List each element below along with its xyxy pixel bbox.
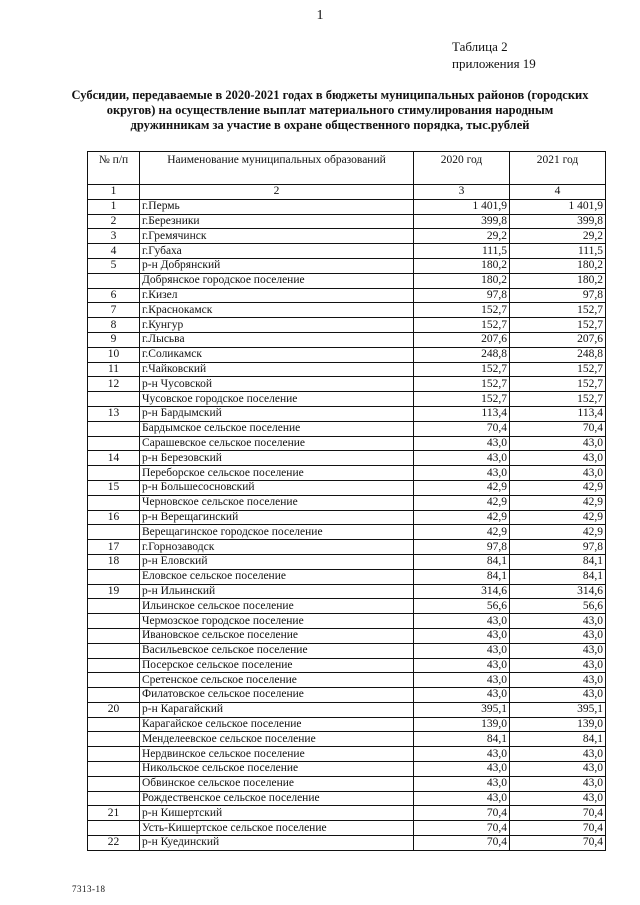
subsidies-table xyxy=(87,151,606,851)
table-row xyxy=(88,214,606,229)
cell-name: Обвинское сельское поселение xyxy=(140,776,414,791)
cell-number: 20 xyxy=(88,702,140,717)
cell-name: Васильевское сельское поселение xyxy=(140,643,414,658)
table-row xyxy=(88,806,606,821)
cell-2020: 111,5 xyxy=(414,244,510,259)
table-row xyxy=(88,643,606,658)
cell-number: 15 xyxy=(88,480,140,495)
table-row xyxy=(88,673,606,688)
cell-2020: 43,0 xyxy=(414,451,510,466)
cell-name: Сарашевское сельское поселение xyxy=(140,436,414,451)
cell-2020: 42,9 xyxy=(414,480,510,495)
cell-name: р-н Куединский xyxy=(140,836,414,851)
cell-name: г.Горнозаводск xyxy=(140,540,414,555)
cell-2020: 43,0 xyxy=(414,628,510,643)
cell-name: Рождественское сельское поселение xyxy=(140,791,414,806)
cell-name: Бардымское сельское поселение xyxy=(140,421,414,436)
header-2021: 2021 год xyxy=(510,152,606,185)
cell-2020: 43,0 xyxy=(414,791,510,806)
cell-2021: 43,0 xyxy=(510,762,606,777)
cell-number xyxy=(88,776,140,791)
cell-2021: 43,0 xyxy=(510,436,606,451)
table-row xyxy=(88,747,606,762)
cell-2020: 399,8 xyxy=(414,214,510,229)
cell-number: 1 xyxy=(88,199,140,214)
cell-number xyxy=(88,392,140,407)
table-row xyxy=(88,688,606,703)
cell-number xyxy=(88,658,140,673)
column-number: 4 xyxy=(510,185,606,200)
table-row xyxy=(88,392,606,407)
table-row xyxy=(88,377,606,392)
cell-2021: 152,7 xyxy=(510,377,606,392)
header-2020: 2020 год xyxy=(414,152,510,185)
cell-2021: 139,0 xyxy=(510,717,606,732)
cell-2021: 70,4 xyxy=(510,806,606,821)
cell-name: Верещагинское городское поселение xyxy=(140,525,414,540)
table-row xyxy=(88,791,606,806)
cell-2021: 113,4 xyxy=(510,406,606,421)
cell-2021: 42,9 xyxy=(510,510,606,525)
cell-2020: 314,6 xyxy=(414,584,510,599)
cell-number xyxy=(88,421,140,436)
table-reference xyxy=(452,38,536,72)
cell-name: г.Лысьва xyxy=(140,332,414,347)
table-row xyxy=(88,451,606,466)
cell-name: г.Березники xyxy=(140,214,414,229)
cell-name: Посерское сельское поселение xyxy=(140,658,414,673)
table-row xyxy=(88,288,606,303)
cell-2021: 43,0 xyxy=(510,791,606,806)
cell-2021: 43,0 xyxy=(510,466,606,481)
cell-number: 5 xyxy=(88,258,140,273)
cell-name: р-н Еловский xyxy=(140,554,414,569)
cell-2020: 97,8 xyxy=(414,288,510,303)
footer-code: 7313-18 xyxy=(72,884,106,894)
table-row xyxy=(88,466,606,481)
cell-2021: 399,8 xyxy=(510,214,606,229)
cell-number xyxy=(88,762,140,777)
column-number: 2 xyxy=(140,185,414,200)
table-row xyxy=(88,658,606,673)
cell-2020: 180,2 xyxy=(414,258,510,273)
cell-2021: 314,6 xyxy=(510,584,606,599)
cell-number xyxy=(88,717,140,732)
cell-name: Добрянское городское поселение xyxy=(140,273,414,288)
cell-2021: 42,9 xyxy=(510,480,606,495)
cell-2020: 84,1 xyxy=(414,554,510,569)
cell-number: 11 xyxy=(88,362,140,377)
cell-name: Сретенское сельское поселение xyxy=(140,673,414,688)
cell-number: 3 xyxy=(88,229,140,244)
cell-number: 16 xyxy=(88,510,140,525)
cell-2021: 43,0 xyxy=(510,628,606,643)
cell-2021: 43,0 xyxy=(510,658,606,673)
column-number: 1 xyxy=(88,185,140,200)
cell-2021: 84,1 xyxy=(510,569,606,584)
table-row xyxy=(88,303,606,318)
cell-2021: 43,0 xyxy=(510,776,606,791)
cell-2021: 29,2 xyxy=(510,229,606,244)
cell-number: 6 xyxy=(88,288,140,303)
cell-number xyxy=(88,466,140,481)
cell-2020: 56,6 xyxy=(414,599,510,614)
cell-2021: 43,0 xyxy=(510,451,606,466)
cell-number: 17 xyxy=(88,540,140,555)
cell-2021: 43,0 xyxy=(510,747,606,762)
column-number: 3 xyxy=(414,185,510,200)
cell-2020: 248,8 xyxy=(414,347,510,362)
table-body xyxy=(88,199,606,850)
table-row xyxy=(88,318,606,333)
table-row xyxy=(88,717,606,732)
cell-2021: 97,8 xyxy=(510,288,606,303)
cell-2020: 152,7 xyxy=(414,318,510,333)
cell-2021: 111,5 xyxy=(510,244,606,259)
cell-2020: 43,0 xyxy=(414,776,510,791)
cell-2020: 70,4 xyxy=(414,806,510,821)
cell-2020: 43,0 xyxy=(414,747,510,762)
cell-number xyxy=(88,628,140,643)
table-row xyxy=(88,510,606,525)
table-row xyxy=(88,421,606,436)
cell-name: Менделеевское сельское поселение xyxy=(140,732,414,747)
cell-name: Еловское сельское поселение xyxy=(140,569,414,584)
table-row xyxy=(88,258,606,273)
cell-name: г.Пермь xyxy=(140,199,414,214)
cell-number xyxy=(88,643,140,658)
cell-number: 10 xyxy=(88,347,140,362)
cell-2020: 43,0 xyxy=(414,688,510,703)
cell-2020: 43,0 xyxy=(414,658,510,673)
table-row xyxy=(88,732,606,747)
cell-2021: 43,0 xyxy=(510,643,606,658)
table-row xyxy=(88,628,606,643)
cell-2021: 152,7 xyxy=(510,303,606,318)
cell-number: 12 xyxy=(88,377,140,392)
cell-number xyxy=(88,525,140,540)
cell-name: г.Кунгур xyxy=(140,318,414,333)
cell-2021: 207,6 xyxy=(510,332,606,347)
cell-2020: 180,2 xyxy=(414,273,510,288)
table-row xyxy=(88,495,606,510)
cell-2021: 84,1 xyxy=(510,554,606,569)
cell-2021: 248,8 xyxy=(510,347,606,362)
cell-2021: 43,0 xyxy=(510,688,606,703)
cell-name: Чусовское городское поселение xyxy=(140,392,414,407)
cell-2020: 84,1 xyxy=(414,569,510,584)
cell-name: г.Чайковский xyxy=(140,362,414,377)
table-row xyxy=(88,762,606,777)
cell-2021: 152,7 xyxy=(510,362,606,377)
cell-2020: 152,7 xyxy=(414,362,510,377)
table-ref-line1: Таблица 2 xyxy=(452,39,508,54)
cell-2021: 70,4 xyxy=(510,821,606,836)
cell-2020: 43,0 xyxy=(414,762,510,777)
cell-2020: 43,0 xyxy=(414,643,510,658)
cell-2020: 42,9 xyxy=(414,495,510,510)
cell-2021: 180,2 xyxy=(510,258,606,273)
cell-name: г.Соликамск xyxy=(140,347,414,362)
cell-name: р-н Кишертский xyxy=(140,806,414,821)
cell-number xyxy=(88,791,140,806)
cell-name: Усть-Кишертское сельское поселение xyxy=(140,821,414,836)
header-name: Наименование муниципальных образований xyxy=(140,152,414,185)
table-row xyxy=(88,554,606,569)
cell-number xyxy=(88,614,140,629)
cell-2020: 29,2 xyxy=(414,229,510,244)
table-row xyxy=(88,273,606,288)
cell-2020: 113,4 xyxy=(414,406,510,421)
table-row xyxy=(88,540,606,555)
cell-number: 19 xyxy=(88,584,140,599)
cell-2020: 152,7 xyxy=(414,377,510,392)
cell-name: Карагайское сельское поселение xyxy=(140,717,414,732)
cell-2020: 70,4 xyxy=(414,836,510,851)
cell-name: р-н Карагайский xyxy=(140,702,414,717)
cell-2021: 43,0 xyxy=(510,673,606,688)
column-numbers-row xyxy=(88,185,606,200)
cell-2020: 43,0 xyxy=(414,673,510,688)
cell-number xyxy=(88,673,140,688)
table-row xyxy=(88,836,606,851)
cell-name: Черновское сельское поселение xyxy=(140,495,414,510)
cell-2020: 152,7 xyxy=(414,392,510,407)
table-header-row xyxy=(88,152,606,185)
cell-name: г.Кизел xyxy=(140,288,414,303)
cell-2020: 139,0 xyxy=(414,717,510,732)
table-row xyxy=(88,776,606,791)
cell-number: 22 xyxy=(88,836,140,851)
cell-name: Ивановское сельское поселение xyxy=(140,628,414,643)
table-row xyxy=(88,436,606,451)
cell-2020: 152,7 xyxy=(414,303,510,318)
table-row xyxy=(88,362,606,377)
cell-name: Нердвинское сельское поселение xyxy=(140,747,414,762)
cell-name: г.Краснокамск xyxy=(140,303,414,318)
header-no: № п/п xyxy=(88,152,140,185)
cell-name: г.Гремячинск xyxy=(140,229,414,244)
cell-name: р-н Ильинский xyxy=(140,584,414,599)
cell-number: 18 xyxy=(88,554,140,569)
cell-2021: 70,4 xyxy=(510,836,606,851)
cell-number: 4 xyxy=(88,244,140,259)
cell-name: р-н Добрянский xyxy=(140,258,414,273)
cell-2020: 70,4 xyxy=(414,821,510,836)
table-row xyxy=(88,569,606,584)
cell-number: 21 xyxy=(88,806,140,821)
cell-number: 8 xyxy=(88,318,140,333)
table-row xyxy=(88,599,606,614)
cell-2021: 56,6 xyxy=(510,599,606,614)
cell-name: Филатовское сельское поселение xyxy=(140,688,414,703)
cell-2021: 70,4 xyxy=(510,421,606,436)
cell-name: р-н Большесосновский xyxy=(140,480,414,495)
cell-name: р-н Верещагинский xyxy=(140,510,414,525)
table-row xyxy=(88,821,606,836)
cell-number: 9 xyxy=(88,332,140,347)
cell-2020: 395,1 xyxy=(414,702,510,717)
table-row xyxy=(88,702,606,717)
cell-name: р-н Березовский xyxy=(140,451,414,466)
table-ref-line2: приложения 19 xyxy=(452,56,536,71)
cell-2021: 42,9 xyxy=(510,495,606,510)
table-row xyxy=(88,229,606,244)
cell-name: г.Губаха xyxy=(140,244,414,259)
cell-2020: 207,6 xyxy=(414,332,510,347)
cell-name: р-н Чусовской xyxy=(140,377,414,392)
table-row xyxy=(88,406,606,421)
cell-2020: 42,9 xyxy=(414,525,510,540)
cell-name: Чермозское городское поселение xyxy=(140,614,414,629)
cell-2020: 70,4 xyxy=(414,421,510,436)
page-number: 1 xyxy=(316,8,324,23)
cell-2021: 152,7 xyxy=(510,392,606,407)
cell-number xyxy=(88,569,140,584)
cell-number: 13 xyxy=(88,406,140,421)
table-row xyxy=(88,584,606,599)
cell-2020: 43,0 xyxy=(414,466,510,481)
cell-2020: 43,0 xyxy=(414,436,510,451)
cell-number xyxy=(88,495,140,510)
cell-number xyxy=(88,821,140,836)
table-row xyxy=(88,332,606,347)
cell-2021: 1 401,9 xyxy=(510,199,606,214)
cell-2020: 42,9 xyxy=(414,510,510,525)
cell-number xyxy=(88,436,140,451)
cell-number: 14 xyxy=(88,451,140,466)
cell-name: Переборское сельское поселение xyxy=(140,466,414,481)
cell-2020: 97,8 xyxy=(414,540,510,555)
cell-2021: 97,8 xyxy=(510,540,606,555)
cell-2021: 43,0 xyxy=(510,614,606,629)
table-row xyxy=(88,614,606,629)
cell-2021: 42,9 xyxy=(510,525,606,540)
cell-2021: 395,1 xyxy=(510,702,606,717)
cell-number: 7 xyxy=(88,303,140,318)
cell-2021: 152,7 xyxy=(510,318,606,333)
document-title: Субсидии, передаваемые в 2020-2021 годах в бюджеты муниципальных районов (городских округов) на осуществление выплат материального стимулирования народным дружинникам за участие в охране общественного порядка, тыс.рублей xyxy=(71,88,589,132)
cell-number: 2 xyxy=(88,214,140,229)
cell-number xyxy=(88,599,140,614)
cell-name: Никольское сельское поселение xyxy=(140,762,414,777)
table-row xyxy=(88,244,606,259)
cell-2020: 1 401,9 xyxy=(414,199,510,214)
table-row xyxy=(88,525,606,540)
table-row xyxy=(88,347,606,362)
table-row xyxy=(88,480,606,495)
cell-2020: 84,1 xyxy=(414,732,510,747)
cell-number xyxy=(88,732,140,747)
cell-2021: 84,1 xyxy=(510,732,606,747)
table-row xyxy=(88,199,606,214)
cell-number xyxy=(88,688,140,703)
cell-name: Ильинское сельское поселение xyxy=(140,599,414,614)
cell-2021: 180,2 xyxy=(510,273,606,288)
cell-2020: 43,0 xyxy=(414,614,510,629)
cell-name: р-н Бардымский xyxy=(140,406,414,421)
cell-number xyxy=(88,747,140,762)
cell-number xyxy=(88,273,140,288)
